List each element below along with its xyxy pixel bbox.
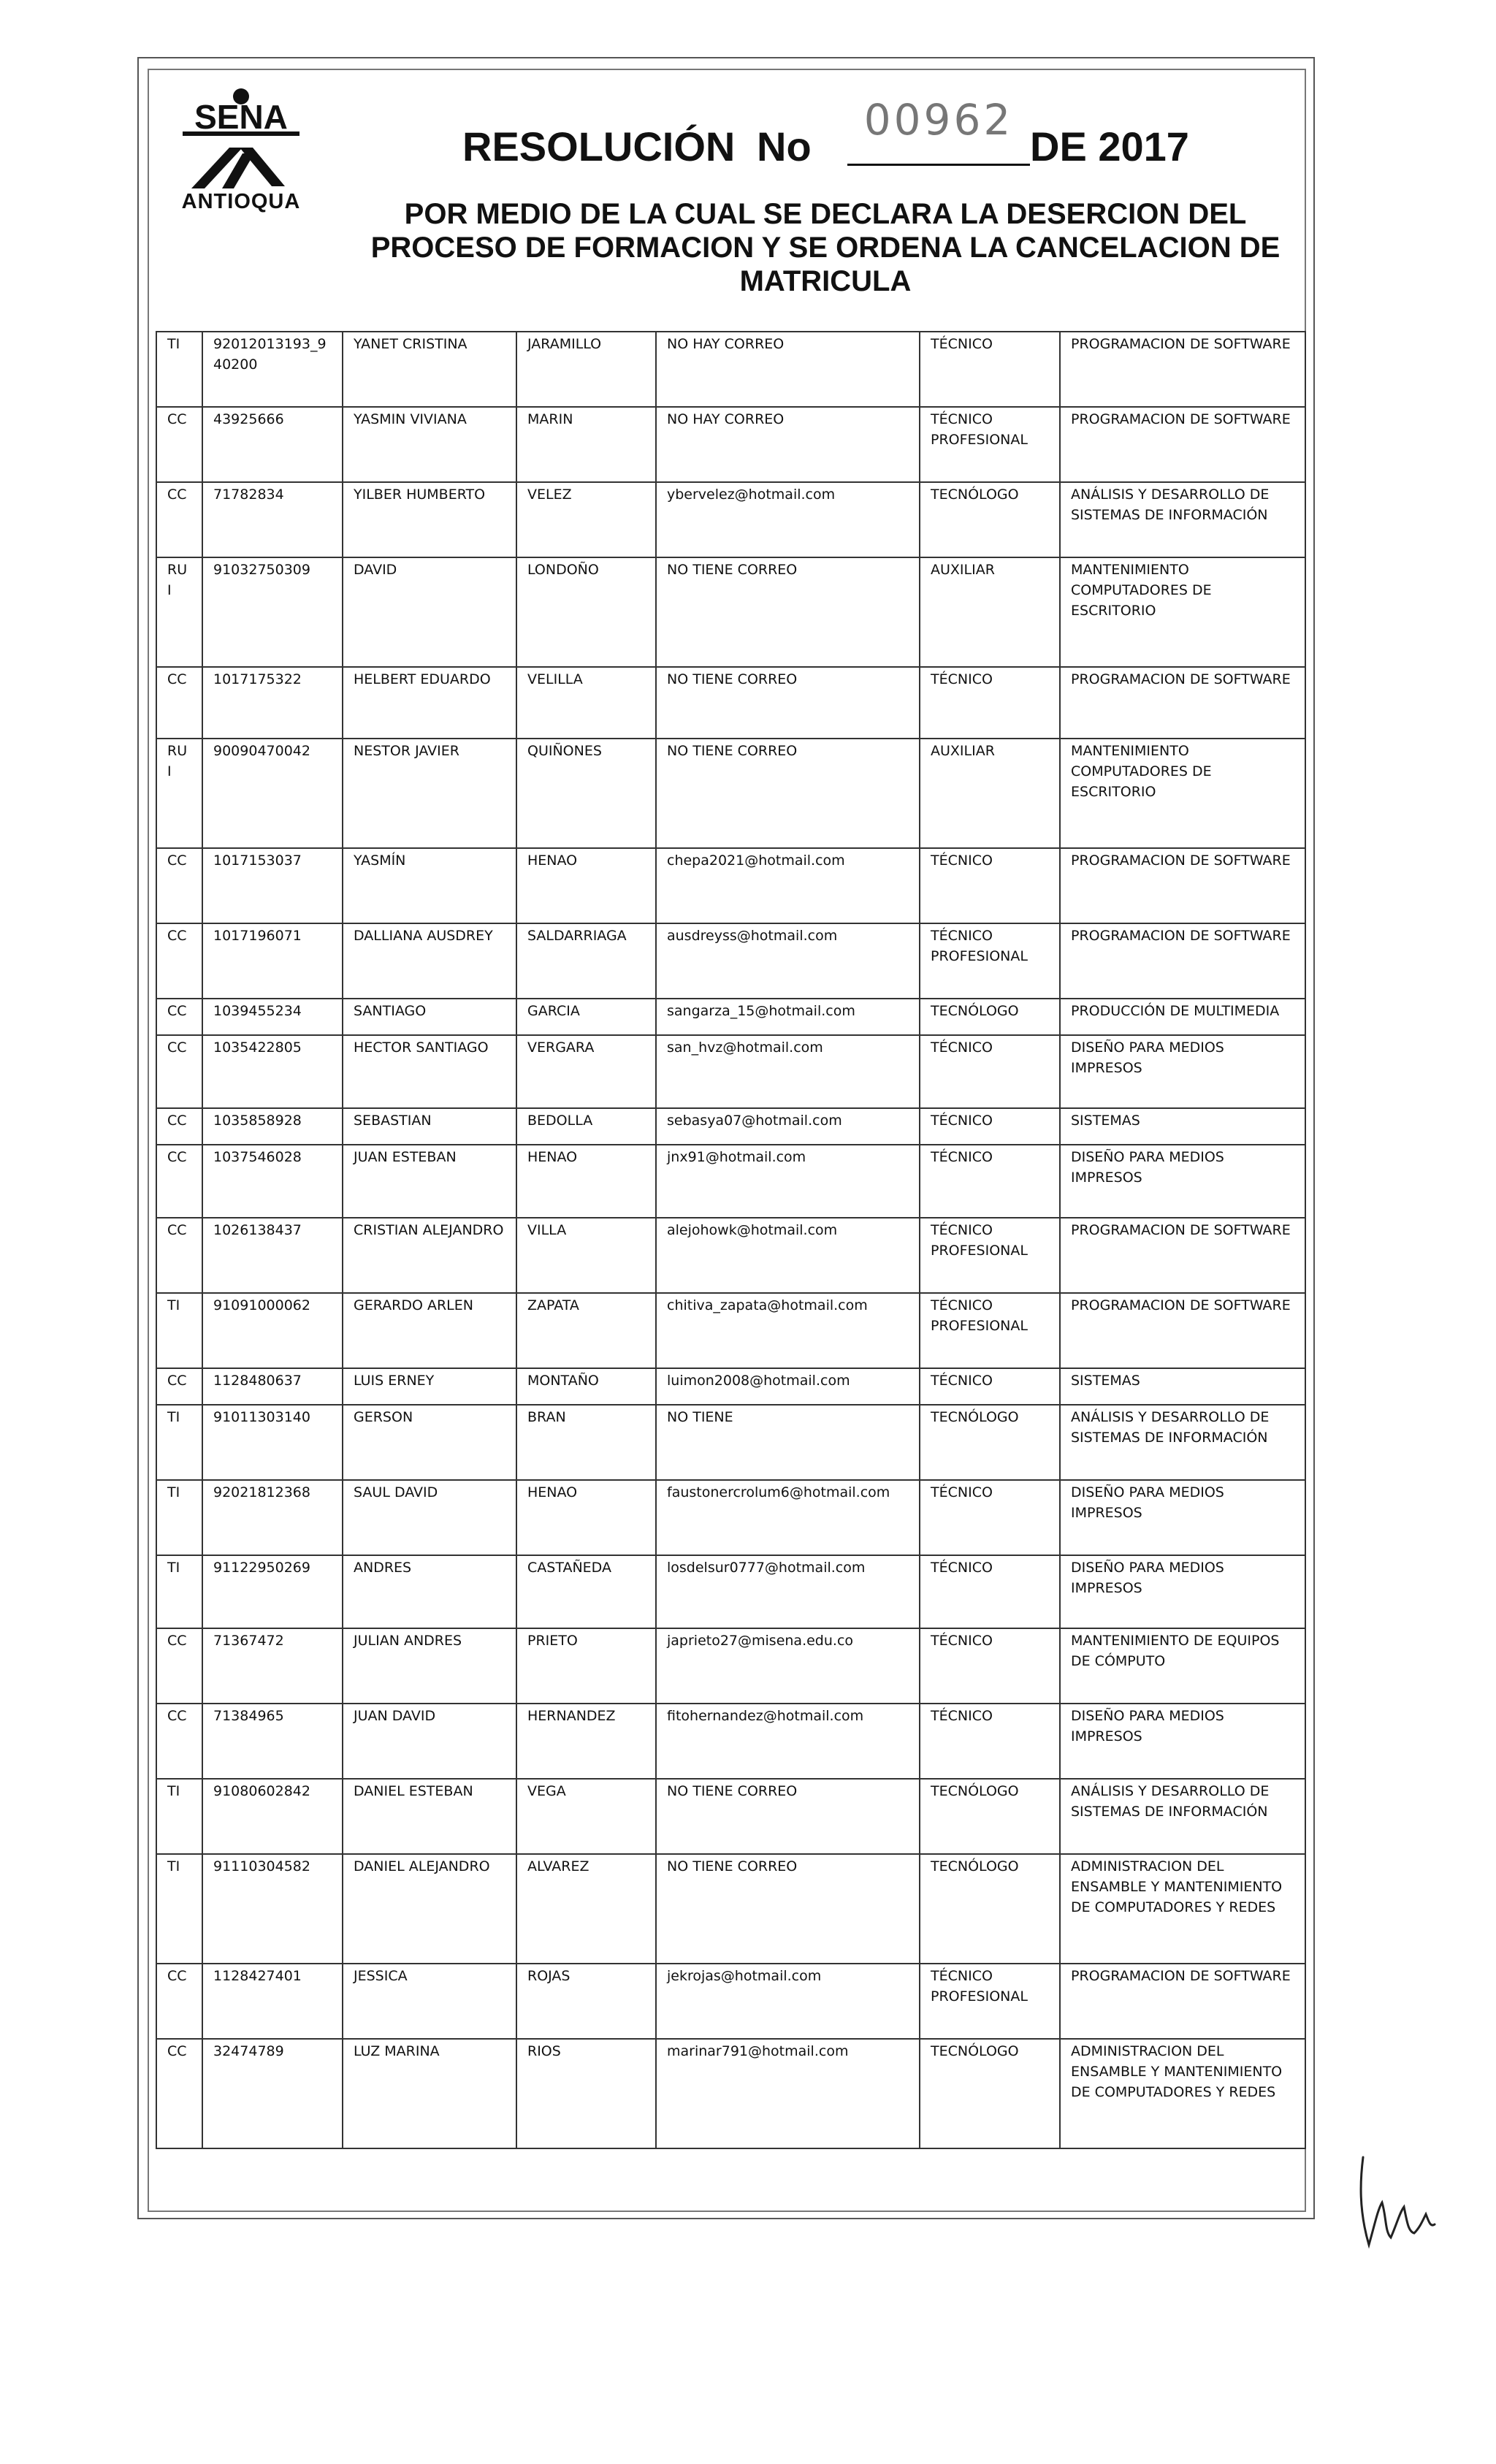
doc-number-cell: 1037546028	[202, 1145, 343, 1218]
names-cell: YANET CRISTINA	[343, 332, 516, 407]
doc-number-cell: 43925666	[202, 407, 343, 482]
email-cell: NO TIENE CORREO	[656, 1854, 920, 1964]
surname-cell: MONTAÑO	[516, 1368, 656, 1405]
doc-type-cell: CC	[156, 1145, 202, 1218]
program-cell: DISEÑO PARA MEDIOS IMPRESOS	[1060, 1035, 1305, 1108]
subtitle-line-3: MATRICULA	[739, 265, 912, 297]
names-cell: HELBERT EDUARDO	[343, 667, 516, 739]
email-cell: losdelsur0777@hotmail.com	[656, 1555, 920, 1628]
table-row	[156, 999, 1305, 1035]
email-cell: san_hvz@hotmail.com	[656, 1035, 920, 1108]
program-cell: PROGRAMACION DE SOFTWARE	[1060, 1293, 1305, 1368]
surname-cell: JARAMILLO	[516, 332, 656, 407]
number-blank-line	[847, 164, 1030, 166]
email-cell: NO TIENE	[656, 1405, 920, 1480]
level-cell: TÉCNICO	[920, 1035, 1060, 1108]
doc-type-cell: TI	[156, 1480, 202, 1555]
doc-number-cell: 92021812368	[202, 1480, 343, 1555]
level-cell: TECNÓLOGO	[920, 1405, 1060, 1480]
table-row	[156, 739, 1305, 848]
doc-type-cell: CC	[156, 1704, 202, 1779]
surname-cell: VILLA	[516, 1218, 656, 1293]
email-cell: NO TIENE CORREO	[656, 667, 920, 739]
year-label: DE 2017	[1030, 123, 1189, 169]
level-cell: TECNÓLOGO	[920, 1854, 1060, 1964]
doc-type-cell: CC	[156, 1218, 202, 1293]
table-row	[156, 1555, 1305, 1628]
doc-type-cell: CC	[156, 1035, 202, 1108]
email-cell: sangarza_15@hotmail.com	[656, 999, 920, 1035]
doc-number-cell: 1039455234	[202, 999, 343, 1035]
table-row	[156, 1035, 1305, 1108]
surname-cell: HENAO	[516, 848, 656, 923]
doc-type-cell: CC	[156, 407, 202, 482]
names-cell: DANIEL ALEJANDRO	[343, 1854, 516, 1964]
resolution-title	[453, 95, 1256, 169]
doc-type-cell: RU I	[156, 557, 202, 667]
surname-cell: SALDARRIAGA	[516, 923, 656, 999]
doc-number-cell: 1128480637	[202, 1368, 343, 1405]
names-cell: YASMIN VIVIANA	[343, 407, 516, 482]
names-cell: SEBASTIAN	[343, 1108, 516, 1145]
surname-cell: GARCIA	[516, 999, 656, 1035]
surname-cell: RIOS	[516, 2039, 656, 2148]
doc-type-cell: TI	[156, 332, 202, 407]
table-row	[156, 848, 1305, 923]
table-row	[156, 1964, 1305, 2039]
email-cell: NO TIENE CORREO	[656, 557, 920, 667]
program-cell: ANÁLISIS Y DESARROLLO DE SISTEMAS DE INFORMACIÓN	[1060, 1405, 1305, 1480]
surname-cell: LONDOÑO	[516, 557, 656, 667]
program-cell: DISEÑO PARA MEDIOS IMPRESOS	[1060, 1555, 1305, 1628]
program-cell: PROGRAMACION DE SOFTWARE	[1060, 1964, 1305, 2039]
table-row	[156, 332, 1305, 407]
program-cell: PROGRAMACION DE SOFTWARE	[1060, 1218, 1305, 1293]
level-cell: TÉCNICO	[920, 1145, 1060, 1218]
surname-cell: HENAO	[516, 1145, 656, 1218]
surname-cell: PRIETO	[516, 1628, 656, 1704]
doc-number-cell: 92012013193_9 40200	[202, 332, 343, 407]
surname-cell: HERNANDEZ	[516, 1704, 656, 1779]
doc-type-cell: TI	[156, 1555, 202, 1628]
table-row	[156, 1854, 1305, 1964]
program-cell: DISEÑO PARA MEDIOS IMPRESOS	[1060, 1145, 1305, 1218]
doc-number-cell: 71782834	[202, 482, 343, 557]
subtitle-line-2: PROCESO DE FORMACION Y SE ORDENA LA CANCELACION DE	[370, 232, 1281, 264]
level-cell: TECNÓLOGO	[920, 482, 1060, 557]
table-row	[156, 1368, 1305, 1405]
email-cell: jnx91@hotmail.com	[656, 1145, 920, 1218]
level-cell: TÉCNICO	[920, 1368, 1060, 1405]
names-cell: HECTOR SANTIAGO	[343, 1035, 516, 1108]
email-cell: faustonercrolum6@hotmail.com	[656, 1480, 920, 1555]
names-cell: GERSON	[343, 1405, 516, 1480]
table-row	[156, 2039, 1305, 2148]
email-cell: ybervelez@hotmail.com	[656, 482, 920, 557]
program-cell: PROGRAMACION DE SOFTWARE	[1060, 332, 1305, 407]
table-row	[156, 1628, 1305, 1704]
names-cell: NESTOR JAVIER	[343, 739, 516, 848]
names-cell: SAUL DAVID	[343, 1480, 516, 1555]
surname-cell: BRAN	[516, 1405, 656, 1480]
surname-cell: QUIÑONES	[516, 739, 656, 848]
names-cell: JUAN DAVID	[343, 1704, 516, 1779]
email-cell: luimon2008@hotmail.com	[656, 1368, 920, 1405]
names-cell: YILBER HUMBERTO	[343, 482, 516, 557]
doc-number-cell: 71384965	[202, 1704, 343, 1779]
doc-number-cell: 1017175322	[202, 667, 343, 739]
surname-cell: VELILLA	[516, 667, 656, 739]
doc-type-cell: CC	[156, 1628, 202, 1704]
email-cell: NO HAY CORREO	[656, 407, 920, 482]
table-row	[156, 923, 1305, 999]
email-cell: marinar791@hotmail.com	[656, 2039, 920, 2148]
program-cell: SISTEMAS	[1060, 1108, 1305, 1145]
level-cell: TÉCNICO	[920, 1108, 1060, 1145]
email-cell: chitiva_zapata@hotmail.com	[656, 1293, 920, 1368]
program-cell: SISTEMAS	[1060, 1368, 1305, 1405]
program-cell: PROGRAMACION DE SOFTWARE	[1060, 667, 1305, 739]
doc-number-cell: 91091000062	[202, 1293, 343, 1368]
names-cell: DANIEL ESTEBAN	[343, 1779, 516, 1854]
doc-type-cell: TI	[156, 1779, 202, 1854]
doc-type-cell: CC	[156, 923, 202, 999]
level-cell: TÉCNICO	[920, 848, 1060, 923]
names-cell: JULIAN ANDRES	[343, 1628, 516, 1704]
program-cell: PROGRAMACION DE SOFTWARE	[1060, 848, 1305, 923]
names-cell: JUAN ESTEBAN	[343, 1145, 516, 1218]
doc-number-cell: 1035422805	[202, 1035, 343, 1108]
level-cell: TÉCNICO	[920, 332, 1060, 407]
number-label: No	[757, 123, 812, 169]
doc-type-cell: CC	[156, 667, 202, 739]
doc-type-cell: TI	[156, 1854, 202, 1964]
doc-number-cell: 1128427401	[202, 1964, 343, 2039]
program-cell: PRODUCCIÓN DE MULTIMEDIA	[1060, 999, 1305, 1035]
surname-cell: VERGARA	[516, 1035, 656, 1108]
handwritten-signature	[1353, 2151, 1440, 2254]
table-row	[156, 667, 1305, 739]
doc-type-cell: CC	[156, 999, 202, 1035]
level-cell: TÉCNICO	[920, 1628, 1060, 1704]
program-cell: PROGRAMACION DE SOFTWARE	[1060, 923, 1305, 999]
surname-cell: ZAPATA	[516, 1293, 656, 1368]
surname-cell: VELEZ	[516, 482, 656, 557]
surname-cell: VEGA	[516, 1779, 656, 1854]
doc-type-cell: CC	[156, 1108, 202, 1145]
names-cell: JESSICA	[343, 1964, 516, 2039]
level-cell: TÉCNICO	[920, 1704, 1060, 1779]
table-row	[156, 1480, 1305, 1555]
level-cell: TÉCNICO PROFESIONAL	[920, 1218, 1060, 1293]
table-row	[156, 482, 1305, 557]
doc-number-cell: 90090470042	[202, 739, 343, 848]
surname-cell: CASTAÑEDA	[516, 1555, 656, 1628]
program-cell: MANTENIMIENTO COMPUTADORES DE ESCRITORIO	[1060, 739, 1305, 848]
names-cell: SANTIAGO	[343, 999, 516, 1035]
names-cell: YASMÍN	[343, 848, 516, 923]
doc-type-cell: TI	[156, 1293, 202, 1368]
surname-cell: ALVAREZ	[516, 1854, 656, 1964]
resolution-number-stamp: 00962	[863, 95, 1014, 145]
doc-type-cell: CC	[156, 2039, 202, 2148]
names-cell: LUIS ERNEY	[343, 1368, 516, 1405]
email-cell: ausdreyss@hotmail.com	[656, 923, 920, 999]
names-cell: DAVID	[343, 557, 516, 667]
doc-type-cell: CC	[156, 1368, 202, 1405]
table-row	[156, 1405, 1305, 1480]
table-row	[156, 1704, 1305, 1779]
level-cell: TECNÓLOGO	[920, 2039, 1060, 2148]
table-row	[156, 1218, 1305, 1293]
email-cell: alejohowk@hotmail.com	[656, 1218, 920, 1293]
program-cell: ADMINISTRACION DEL ENSAMBLE Y MANTENIMIENTO DE COMPUTADORES Y REDES	[1060, 2039, 1305, 2148]
doc-type-cell: CC	[156, 848, 202, 923]
title-word: RESOLUCIÓN	[462, 123, 736, 169]
doc-number-cell: 1035858928	[202, 1108, 343, 1145]
level-cell: TÉCNICO	[920, 667, 1060, 739]
level-cell: TÉCNICO PROFESIONAL	[920, 1964, 1060, 2039]
email-cell: jekrojas@hotmail.com	[656, 1964, 920, 2039]
doc-type-cell: RU I	[156, 739, 202, 848]
level-cell: AUXILIAR	[920, 557, 1060, 667]
email-cell: NO TIENE CORREO	[656, 739, 920, 848]
doc-number-cell: 1017153037	[202, 848, 343, 923]
doc-number-cell: 71367472	[202, 1628, 343, 1704]
program-cell: ANÁLISIS Y DESARROLLO DE SISTEMAS DE INFORMACIÓN	[1060, 482, 1305, 557]
program-cell: MANTENIMIENTO DE EQUIPOS DE CÓMPUTO	[1060, 1628, 1305, 1704]
doc-type-cell: CC	[156, 482, 202, 557]
doc-type-cell: TI	[156, 1405, 202, 1480]
email-cell: chepa2021@hotmail.com	[656, 848, 920, 923]
dropout-students-table	[156, 331, 1306, 2149]
doc-number-cell: 1017196071	[202, 923, 343, 999]
surname-cell: BEDOLLA	[516, 1108, 656, 1145]
names-cell: GERARDO ARLEN	[343, 1293, 516, 1368]
level-cell: TECNÓLOGO	[920, 1779, 1060, 1854]
surname-cell: ROJAS	[516, 1964, 656, 2039]
doc-number-cell: 91011303140	[202, 1405, 343, 1480]
names-cell: CRISTIAN ALEJANDRO	[343, 1218, 516, 1293]
email-cell: NO TIENE CORREO	[656, 1779, 920, 1854]
program-cell: MANTENIMIENTO COMPUTADORES DE ESCRITORIO	[1060, 557, 1305, 667]
surname-cell: MARIN	[516, 407, 656, 482]
level-cell: TÉCNICO PROFESIONAL	[920, 923, 1060, 999]
subtitle-line-1: POR MEDIO DE LA CUAL SE DECLARA LA DESERCION DEL	[404, 198, 1247, 230]
table-row	[156, 557, 1305, 667]
level-cell: TÉCNICO PROFESIONAL	[920, 1293, 1060, 1368]
doc-number-cell: 91122950269	[202, 1555, 343, 1628]
logo-text: SENA	[194, 98, 288, 136]
email-cell: sebasya07@hotmail.com	[656, 1108, 920, 1145]
doc-number-cell: 1026138437	[202, 1218, 343, 1293]
sena-logo	[175, 80, 307, 212]
email-cell: fitohernandez@hotmail.com	[656, 1704, 920, 1779]
names-cell: LUZ MARINA	[343, 2039, 516, 2148]
doc-number-cell: 32474789	[202, 2039, 343, 2148]
resolution-subtitle	[336, 197, 1315, 298]
table-row	[156, 1779, 1305, 1854]
table-row	[156, 1293, 1305, 1368]
doc-number-cell: 91080602842	[202, 1779, 343, 1854]
level-cell: TÉCNICO PROFESIONAL	[920, 407, 1060, 482]
program-cell: PROGRAMACION DE SOFTWARE	[1060, 407, 1305, 482]
table-row	[156, 1145, 1305, 1218]
level-cell: TÉCNICO	[920, 1480, 1060, 1555]
program-cell: DISEÑO PARA MEDIOS IMPRESOS	[1060, 1480, 1305, 1555]
surname-cell: HENAO	[516, 1480, 656, 1555]
names-cell: DALLIANA AUSDREY	[343, 923, 516, 999]
names-cell: ANDRES	[343, 1555, 516, 1628]
program-cell: ANÁLISIS Y DESARROLLO DE SISTEMAS DE INFORMACIÓN	[1060, 1779, 1305, 1854]
level-cell: TECNÓLOGO	[920, 999, 1060, 1035]
level-cell: TÉCNICO	[920, 1555, 1060, 1628]
level-cell: AUXILIAR	[920, 739, 1060, 848]
program-cell: ADMINISTRACION DEL ENSAMBLE Y MANTENIMIENTO DE COMPUTADORES Y REDES	[1060, 1854, 1305, 1964]
table-row	[156, 1108, 1305, 1145]
email-cell: japrieto27@misena.edu.co	[656, 1628, 920, 1704]
email-cell: NO HAY CORREO	[656, 332, 920, 407]
doc-number-cell: 91110304582	[202, 1854, 343, 1964]
doc-type-cell: CC	[156, 1964, 202, 2039]
doc-number-cell: 91032750309	[202, 557, 343, 667]
program-cell: DISEÑO PARA MEDIOS IMPRESOS	[1060, 1704, 1305, 1779]
table-row	[156, 407, 1305, 482]
region-label: ANTIOQUA	[181, 190, 301, 213]
